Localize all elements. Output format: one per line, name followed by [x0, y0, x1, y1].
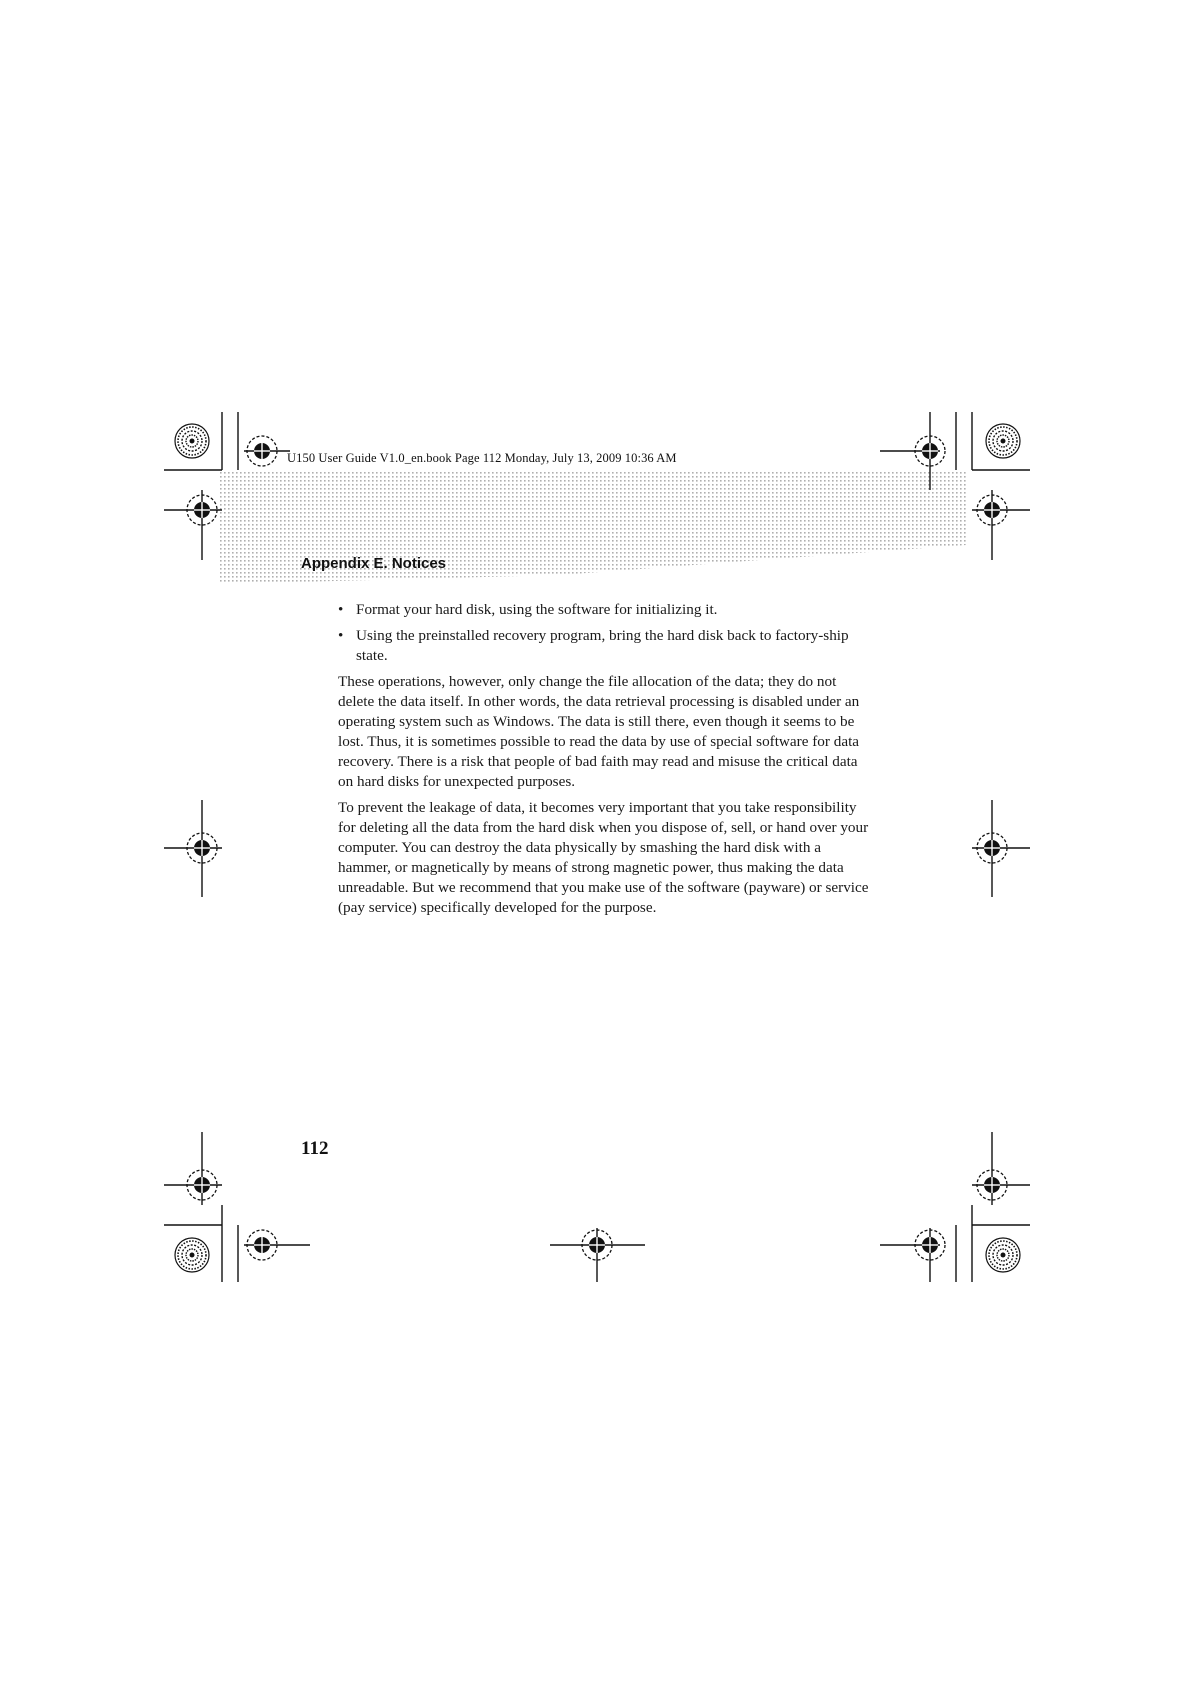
list-item-text: Using the preinstalled recovery program, bring the hard disk back to factory-ship state.	[356, 627, 849, 664]
color-bar-icon	[175, 1238, 209, 1272]
body-paragraph: These operations, however, only change the file allocation of the data; they do not delete the data itself. In other words, the data retrieval processing is disabled under an operating system such as Windows. The data is still there, even though it seems to be lost. Thus, it is sometimes possible to read the data by use of special software for data recovery. There is a risk that people of bad faith may read and misuse the critical data on hard disks for unexpected purposes.	[338, 673, 860, 790]
bullet-icon: •	[338, 627, 344, 644]
bullet-icon: •	[338, 601, 344, 618]
list-item	[338, 600, 876, 620]
color-bar-icon	[175, 424, 209, 458]
crop-mark-bottom-right	[880, 1132, 1030, 1282]
page-number: 112	[301, 1138, 329, 1159]
crop-mark-bottom-left	[164, 1132, 310, 1282]
color-bar-icon	[986, 1238, 1020, 1272]
section-title: Appendix E. Notices	[301, 555, 447, 572]
slug-line: U150 User Guide V1.0_en.book Page 112 Monday, July 13, 2009 10:36 AM	[287, 451, 677, 465]
body-paragraph: To prevent the leakage of data, it becomes very important that you take responsibility for deleting all the data from the hard disk when you dispose of, sell, or hand over your computer. You can destroy the data physically by smashing the hard disk with a hammer, or magnetically by means of strong magnetic power, thus making the data unreadable. But we recommend that you make use of the software (payware) or service (pay service) specifically developed for the purpose.	[338, 799, 869, 916]
list-item	[338, 626, 876, 666]
body-content	[338, 600, 876, 924]
color-bar-icon	[986, 424, 1020, 458]
crop-mark-bottom-center	[550, 1228, 645, 1282]
list-item-text: Format your hard disk, using the software for initializing it.	[356, 601, 718, 618]
